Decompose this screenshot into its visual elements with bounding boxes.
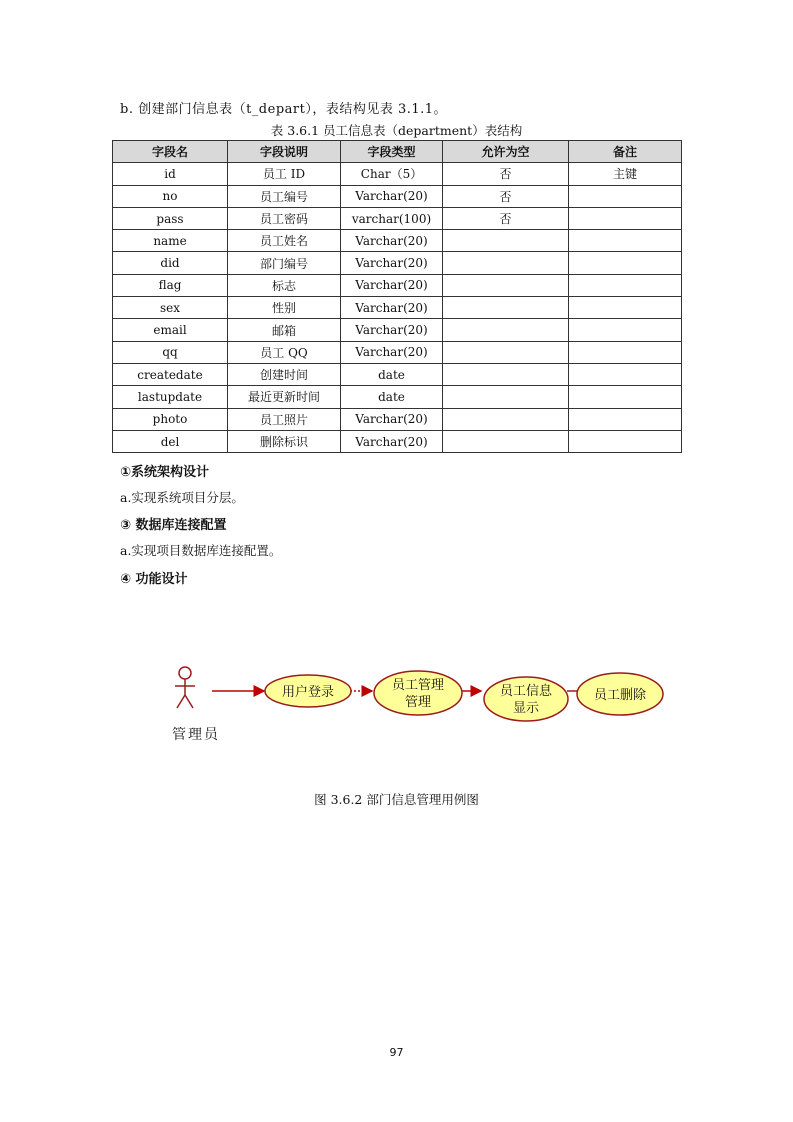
- cell-remark: [569, 319, 682, 341]
- figure-caption: 图 3.6.2 部门信息管理用例图: [314, 792, 479, 807]
- header-field-type: 字段类型: [341, 141, 443, 163]
- use-case-delete-label: 员工删除: [593, 688, 647, 703]
- cell-field-desc: 性别: [228, 297, 341, 319]
- table-row: [113, 207, 682, 229]
- cell-field-desc: 标志: [228, 274, 341, 296]
- cell-field-name: photo: [113, 408, 228, 430]
- cell-remark: [569, 185, 682, 207]
- use-case-login-label: 用户登录: [281, 685, 335, 700]
- cell-nullable: [443, 274, 569, 296]
- cell-field-desc: 部门编号: [228, 252, 341, 274]
- table-caption: 表 3.6.1 员工信息表（department）表结构: [270, 123, 523, 138]
- table-row: [113, 430, 682, 452]
- cell-remark: [569, 408, 682, 430]
- table-body: [113, 163, 682, 453]
- cell-field-type: Char（5）: [341, 163, 443, 185]
- section-heading-function-design: ④ 功能设计: [120, 572, 188, 587]
- cell-nullable: [443, 363, 569, 385]
- table-row: [113, 297, 682, 319]
- cell-field-name: flag: [113, 274, 228, 296]
- cell-field-desc: 邮箱: [228, 319, 341, 341]
- table-row: [113, 319, 682, 341]
- section-heading-architecture: ①系统架构设计: [120, 465, 210, 480]
- cell-field-desc: 员工照片: [228, 408, 341, 430]
- cell-field-name: del: [113, 430, 228, 452]
- cell-field-type: Varchar(20): [341, 408, 443, 430]
- cell-remark: [569, 252, 682, 274]
- cell-field-type: Varchar(20): [341, 341, 443, 363]
- table-row: [113, 341, 682, 363]
- use-case-display-label-2: 显示: [512, 701, 540, 716]
- cell-nullable: [443, 319, 569, 341]
- use-case-employee-display: [484, 677, 568, 721]
- cell-field-type: date: [341, 386, 443, 408]
- cell-nullable: [443, 430, 569, 452]
- cell-field-type: Varchar(20): [341, 297, 443, 319]
- cell-nullable: [443, 386, 569, 408]
- cell-remark: [569, 386, 682, 408]
- cell-field-desc: 创建时间: [228, 363, 341, 385]
- table-row: [113, 274, 682, 296]
- header-field-name: 字段名: [113, 141, 228, 163]
- cell-nullable: [443, 297, 569, 319]
- use-case-diagram: [160, 655, 680, 735]
- cell-field-name: did: [113, 252, 228, 274]
- cell-field-type: Varchar(20): [341, 319, 443, 341]
- table-row: [113, 386, 682, 408]
- cell-field-type: Varchar(20): [341, 230, 443, 252]
- cell-remark: [569, 207, 682, 229]
- use-case-employee-delete: [577, 673, 663, 715]
- actor-figure-icon: [175, 667, 195, 708]
- cell-nullable: [443, 408, 569, 430]
- table-row: [113, 230, 682, 252]
- cell-nullable: [443, 252, 569, 274]
- cell-nullable: 否: [443, 207, 569, 229]
- cell-field-type: varchar(100): [341, 207, 443, 229]
- header-field-desc: 字段说明: [228, 141, 341, 163]
- cell-field-desc: 员工 ID: [228, 163, 341, 185]
- use-case-display-label-1: 员工信息: [499, 684, 553, 699]
- cell-field-name: lastupdate: [113, 386, 228, 408]
- header-remark: 备注: [569, 141, 682, 163]
- table-row: [113, 408, 682, 430]
- table-row: [113, 363, 682, 385]
- cell-field-type: Varchar(20): [341, 430, 443, 452]
- cell-field-desc: 员工密码: [228, 207, 341, 229]
- cell-remark: 主键: [569, 163, 682, 185]
- section-text-architecture: a.实现系统项目分层。: [120, 490, 244, 505]
- cell-field-desc: 员工 QQ: [228, 341, 341, 363]
- cell-nullable: 否: [443, 163, 569, 185]
- cell-field-type: date: [341, 363, 443, 385]
- cell-remark: [569, 230, 682, 252]
- cell-remark: [569, 363, 682, 385]
- cell-remark: [569, 274, 682, 296]
- cell-field-name: email: [113, 319, 228, 341]
- cell-remark: [569, 430, 682, 452]
- cell-field-name: qq: [113, 341, 228, 363]
- use-case-login: [265, 675, 351, 707]
- cell-nullable: 否: [443, 185, 569, 207]
- intro-paragraph: b. 创建部门信息表（t_depart），表结构见表 3.1.1。: [120, 102, 448, 117]
- cell-field-desc: 最近更新时间: [228, 386, 341, 408]
- page-number: 97: [389, 1046, 404, 1059]
- use-case-manage-label-1: 员工管理: [391, 678, 445, 693]
- use-case-employee-manage: [374, 671, 462, 715]
- cell-field-name: name: [113, 230, 228, 252]
- cell-field-type: Varchar(20): [341, 274, 443, 296]
- cell-remark: [569, 341, 682, 363]
- actor-label: 管理员: [172, 727, 220, 743]
- table-row: [113, 163, 682, 185]
- section-text-db-config: a.实现项目数据库连接配置。: [120, 543, 282, 558]
- cell-field-name: id: [113, 163, 228, 185]
- cell-field-name: sex: [113, 297, 228, 319]
- cell-remark: [569, 297, 682, 319]
- cell-nullable: [443, 341, 569, 363]
- cell-field-type: Varchar(20): [341, 252, 443, 274]
- section-heading-db-config: ③ 数据库连接配置: [120, 518, 227, 533]
- cell-field-desc: 员工编号: [228, 185, 341, 207]
- table-row: [113, 185, 682, 207]
- cell-field-type: Varchar(20): [341, 185, 443, 207]
- table-header-row: [113, 141, 682, 163]
- field-table: [112, 140, 682, 453]
- use-case-manage-label-2: 管理: [404, 695, 432, 710]
- cell-field-desc: 员工姓名: [228, 230, 341, 252]
- table-row: [113, 252, 682, 274]
- cell-nullable: [443, 230, 569, 252]
- cell-field-desc: 删除标识: [228, 430, 341, 452]
- cell-field-name: createdate: [113, 363, 228, 385]
- cell-field-name: pass: [113, 207, 228, 229]
- cell-field-name: no: [113, 185, 228, 207]
- header-nullable: 允许为空: [443, 141, 569, 163]
